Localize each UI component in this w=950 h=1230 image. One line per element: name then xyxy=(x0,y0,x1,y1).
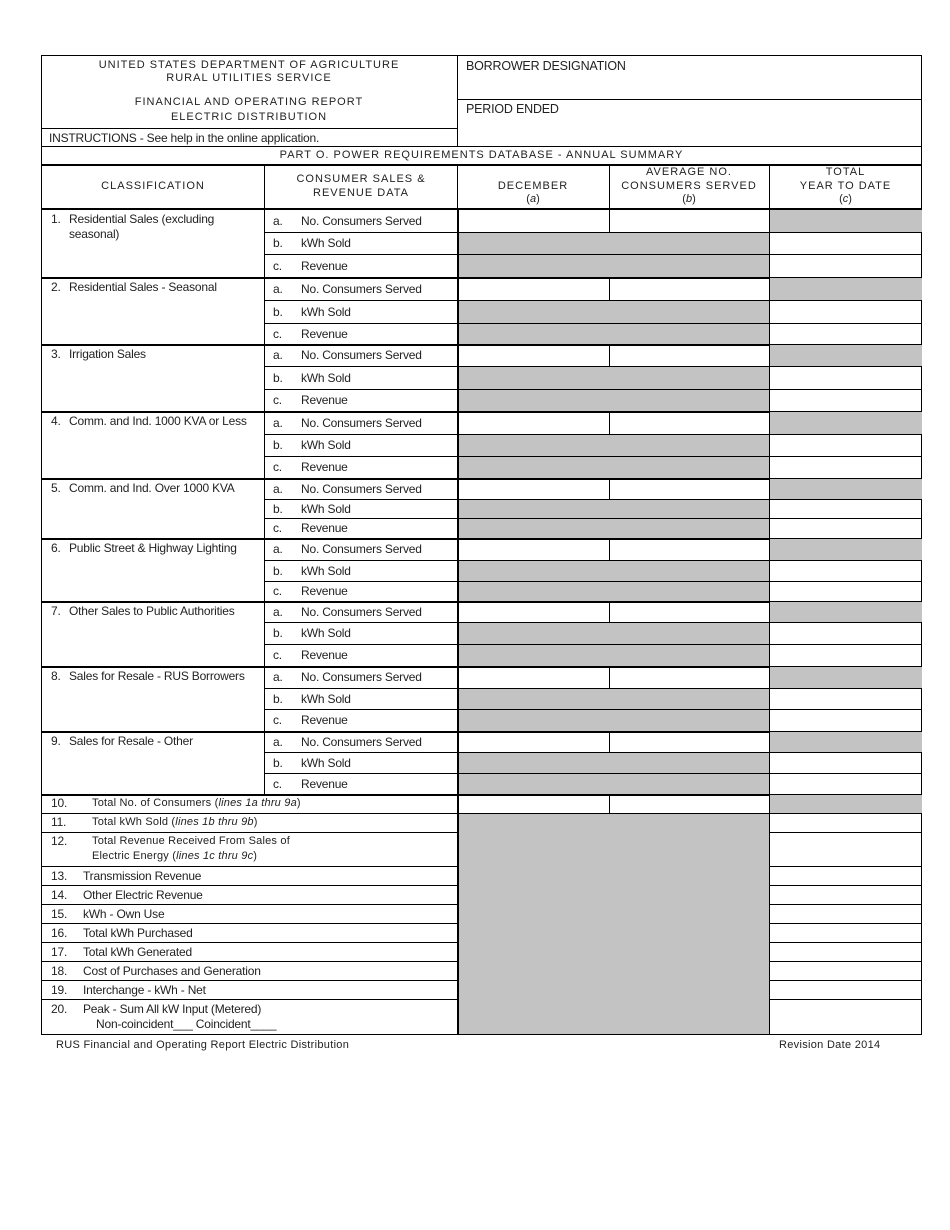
borrower-designation-field[interactable] xyxy=(458,73,921,98)
g6-a-average-input[interactable] xyxy=(610,539,769,560)
lower-vline-2 xyxy=(457,794,459,1034)
row-label-tail: ) xyxy=(296,797,301,809)
row18-total-input[interactable] xyxy=(770,962,922,980)
col-classification: CLASSIFICATION xyxy=(101,180,205,192)
g8-c-label: Revenue xyxy=(301,713,348,727)
row15-total-input[interactable] xyxy=(770,905,922,923)
g6-vline-2 xyxy=(457,538,459,601)
g5-line-b xyxy=(264,518,922,519)
g2-vline-2 xyxy=(457,277,459,344)
g3-vline-1 xyxy=(264,344,265,411)
row12-label xyxy=(92,834,290,848)
hdr-vline-4 xyxy=(769,164,770,208)
g9-a-total-shade xyxy=(770,732,922,752)
hdr-vline-3 xyxy=(609,164,610,208)
row10-line-left xyxy=(41,813,457,814)
g3-a-december-input[interactable] xyxy=(458,345,609,366)
borrower-designation-label: BORROWER DESIGNATION xyxy=(466,59,626,73)
g6-b-letter: b. xyxy=(273,564,283,578)
row12-label-2 xyxy=(92,849,257,863)
g4-c-letter: c. xyxy=(273,460,282,474)
row15-line-left xyxy=(41,923,457,924)
g8-vline-2 xyxy=(457,666,459,731)
g5-vline-3 xyxy=(609,478,610,499)
g8-b-letter: b. xyxy=(273,692,283,706)
row11-label xyxy=(92,815,258,829)
g2-b-label: kWh Sold xyxy=(301,305,351,319)
g4-a-december-input[interactable] xyxy=(458,412,609,434)
g8-vline-3 xyxy=(609,666,610,688)
row-label-text: Total No. of Consumers ( xyxy=(92,797,219,809)
g4-a-label: No. Consumers Served xyxy=(301,416,422,430)
borrower-divider xyxy=(457,99,922,100)
g9-line-b xyxy=(264,773,922,774)
instructions-text: INSTRUCTIONS - See help in the online application. xyxy=(49,131,320,145)
g8-vline-1 xyxy=(264,666,265,731)
g4-a-letter: a. xyxy=(273,416,283,430)
g4-label: Comm. and Ind. 1000 KVA or Less xyxy=(69,414,247,428)
g4-number: 4. xyxy=(51,414,61,428)
row14-number: 14. xyxy=(51,888,68,902)
g1-line-b xyxy=(264,254,922,255)
col-avg-1: AVERAGE NO. xyxy=(646,166,732,178)
col-total-1: TOTAL xyxy=(825,166,866,178)
g2-vline-4 xyxy=(769,277,770,344)
g7-number: 7. xyxy=(51,604,61,618)
g8-a-letter: a. xyxy=(273,670,283,684)
g6-a-total-shade xyxy=(770,539,922,560)
g4-b-letter: b. xyxy=(273,438,283,452)
g9-label: Sales for Resale - Other xyxy=(69,734,193,748)
g3-c-letter: c. xyxy=(273,393,282,407)
row19-line-left xyxy=(41,999,457,1000)
g4-vline-2 xyxy=(457,411,459,478)
g5-a-average-input[interactable] xyxy=(610,479,769,499)
g6-c-letter: c. xyxy=(273,584,282,598)
row20-label-2: Non-coincident___ Coincident____ xyxy=(96,1017,277,1031)
g3-b-letter: b. xyxy=(273,371,283,385)
g3-b-total-input[interactable] xyxy=(770,367,922,389)
row11-number: 11. xyxy=(51,815,67,829)
g2-c-label: Revenue xyxy=(301,327,348,341)
row15-number: 15. xyxy=(51,907,68,921)
g1-bc-shade xyxy=(458,233,769,277)
row11-line-left xyxy=(41,832,457,833)
g6-a-letter: a. xyxy=(273,542,283,556)
g3-a-average-input[interactable] xyxy=(610,345,769,366)
g8-bc-shade xyxy=(458,689,769,731)
g5-number: 5. xyxy=(51,481,61,495)
g1-a-december-input[interactable] xyxy=(458,210,609,232)
col-december-sub: (a) xyxy=(526,193,540,205)
g7-vline-3 xyxy=(609,601,610,622)
g1-vline-1 xyxy=(264,209,265,277)
g4-vline-3 xyxy=(609,411,610,434)
g4-line-a xyxy=(264,434,922,435)
row10-average-input[interactable] xyxy=(610,795,769,813)
row14-line-left xyxy=(41,904,457,905)
g9-vline-2 xyxy=(457,731,459,794)
g6-vline-3 xyxy=(609,538,610,560)
g4-a-average-input[interactable] xyxy=(610,412,769,434)
g3-c-total-input[interactable] xyxy=(770,390,922,411)
row13-total-input[interactable] xyxy=(770,867,922,885)
row10-line-mid xyxy=(457,813,769,814)
g8-a-average-input[interactable] xyxy=(610,667,769,688)
period-ended-field[interactable] xyxy=(458,117,921,145)
col-avg-sub: (b) xyxy=(682,193,696,205)
g6-line-b xyxy=(264,581,922,582)
g6-c-label: Revenue xyxy=(301,584,348,598)
g5-vline-2 xyxy=(457,478,459,538)
g8-c-letter: c. xyxy=(273,713,282,727)
g2-c-letter: c. xyxy=(273,327,282,341)
g8-a-total-shade xyxy=(770,667,922,688)
g6-a-december-input[interactable] xyxy=(458,539,609,560)
period-ended-label: PERIOD ENDED xyxy=(466,102,559,116)
col-avg-2: CONSUMERS SERVED xyxy=(621,180,757,192)
g6-b-total-input[interactable] xyxy=(770,561,922,581)
row13-line-left xyxy=(41,885,457,886)
g4-b-label: kWh Sold xyxy=(301,438,351,452)
g1-a-average-input[interactable] xyxy=(610,210,769,232)
g5-c-label: Revenue xyxy=(301,521,348,535)
g5-line-a xyxy=(264,499,922,500)
row10-december-input[interactable] xyxy=(458,795,609,813)
g2-label: Residential Sales - Seasonal xyxy=(69,280,217,294)
g2-a-december-input[interactable] xyxy=(458,278,609,300)
g9-a-average-input[interactable] xyxy=(610,732,769,752)
g3-a-letter: a. xyxy=(273,348,283,362)
row18-line-left xyxy=(41,980,457,981)
g8-label: Sales for Resale - RUS Borrowers xyxy=(69,669,245,683)
row10-vline-3 xyxy=(609,794,610,813)
g8-a-december-input[interactable] xyxy=(458,667,609,688)
g3-vline-4 xyxy=(769,344,770,411)
g6-vline-1 xyxy=(264,538,265,601)
g7-a-letter: a. xyxy=(273,605,283,619)
row19-number: 19. xyxy=(51,983,68,997)
row11-total-input[interactable] xyxy=(770,814,922,832)
g3-line-b xyxy=(264,389,922,390)
g2-line-b xyxy=(264,323,922,324)
row12-line-left xyxy=(41,866,457,867)
g4-a-total-shade xyxy=(770,412,922,434)
g9-b-total-input[interactable] xyxy=(770,753,922,773)
g3-line-a xyxy=(264,366,922,367)
hdr-vline-1 xyxy=(264,164,265,208)
row17-line-left xyxy=(41,961,457,962)
g5-vline-4 xyxy=(769,478,770,538)
g7-c-label: Revenue xyxy=(301,648,348,662)
g9-c-letter: c. xyxy=(273,777,282,791)
g3-a-label: No. Consumers Served xyxy=(301,348,422,362)
col-december: DECEMBER xyxy=(497,180,569,192)
g8-line-a xyxy=(264,688,922,689)
g3-vline-2 xyxy=(457,344,459,411)
g4-line-b xyxy=(264,456,922,457)
footer-right: Revision Date 2014 xyxy=(779,1039,881,1051)
g1-c-total-input[interactable] xyxy=(770,255,922,277)
g9-vline-1 xyxy=(264,731,265,794)
g6-b-label: kWh Sold xyxy=(301,564,351,578)
g7-label: Other Sales to Public Authorities xyxy=(69,604,235,618)
row-label-lines: lines 1c thru 9c xyxy=(176,850,254,862)
instructions-divider xyxy=(41,128,457,129)
g3-c-label: Revenue xyxy=(301,393,348,407)
g7-vline-1 xyxy=(264,601,265,666)
row15-label: kWh - Own Use xyxy=(83,907,165,921)
g5-label: Comm. and Ind. Over 1000 KVA xyxy=(69,481,235,495)
g5-b-total-input[interactable] xyxy=(770,500,922,518)
row-label-lines: lines 1a thru 9a xyxy=(218,797,297,809)
row13-label: Transmission Revenue xyxy=(83,869,202,883)
row18-number: 18. xyxy=(51,964,68,978)
g9-b-letter: b. xyxy=(273,756,283,770)
g1-label-2: seasonal) xyxy=(69,227,120,241)
g9-c-label: Revenue xyxy=(301,777,348,791)
row10-total-shade xyxy=(770,795,922,813)
g8-c-total-input[interactable] xyxy=(770,710,922,731)
g7-a-december-input[interactable] xyxy=(458,602,609,622)
agency-line1: UNITED STATES DEPARTMENT OF AGRICULTURE xyxy=(98,59,400,71)
footer-left: RUS Financial and Operating Report Electric Distribution xyxy=(56,1039,350,1051)
g1-a-total-shade xyxy=(770,210,922,232)
g1-b-total-input[interactable] xyxy=(770,233,922,254)
g3-b-label: kWh Sold xyxy=(301,371,351,385)
g1-vline-3 xyxy=(609,209,610,232)
g9-a-letter: a. xyxy=(273,735,283,749)
g8-b-label: kWh Sold xyxy=(301,692,351,706)
g9-a-december-input[interactable] xyxy=(458,732,609,752)
lower-ab-shade xyxy=(458,814,769,1034)
part-title-divider-top xyxy=(41,146,922,147)
row14-total-input[interactable] xyxy=(770,886,922,904)
row20-label: Peak - Sum All kW Input (Metered) xyxy=(83,1002,262,1016)
g5-b-label: kWh Sold xyxy=(301,502,351,516)
g7-line-a xyxy=(264,622,922,623)
g1-a-letter: a. xyxy=(273,214,283,228)
g2-vline-3 xyxy=(609,277,610,300)
g5-vline-1 xyxy=(264,478,265,538)
g1-number: 1. xyxy=(51,212,61,226)
g7-a-average-input[interactable] xyxy=(610,602,769,622)
g5-bc-shade xyxy=(458,500,769,538)
g4-c-total-input[interactable] xyxy=(770,457,922,478)
g2-b-letter: b. xyxy=(273,305,283,319)
g6-number: 6. xyxy=(51,541,61,555)
g7-b-total-input[interactable] xyxy=(770,623,922,644)
g7-c-letter: c. xyxy=(273,648,282,662)
g1-b-letter: b. xyxy=(273,236,283,250)
row-label-text: Total Revenue Received From Sales of xyxy=(92,835,290,847)
g1-c-label: Revenue xyxy=(301,259,348,273)
row16-label: Total kWh Purchased xyxy=(83,926,193,940)
g2-vline-1 xyxy=(264,277,265,344)
g3-label: Irrigation Sales xyxy=(69,347,146,361)
g6-c-total-input[interactable] xyxy=(770,582,922,601)
row17-number: 17. xyxy=(51,945,68,959)
g7-c-total-input[interactable] xyxy=(770,645,922,666)
g8-line-b xyxy=(264,709,922,710)
g9-a-label: No. Consumers Served xyxy=(301,735,422,749)
g3-number: 3. xyxy=(51,347,61,361)
g2-a-total-shade xyxy=(770,278,922,300)
g2-number: 2. xyxy=(51,280,61,294)
col-total-sub: (c) xyxy=(839,193,852,205)
g6-label: Public Street & Highway Lighting xyxy=(69,541,237,555)
g6-vline-4 xyxy=(769,538,770,601)
g5-a-letter: a. xyxy=(273,482,283,496)
g8-a-label: No. Consumers Served xyxy=(301,670,422,684)
g1-b-label: kWh Sold xyxy=(301,236,351,250)
g1-vline-2 xyxy=(457,209,459,277)
row10-number: 10. xyxy=(51,796,68,810)
g5-a-total-shade xyxy=(770,479,922,499)
g5-c-total-input[interactable] xyxy=(770,519,922,538)
g7-b-label: kWh Sold xyxy=(301,626,351,640)
g8-number: 8. xyxy=(51,669,61,683)
row16-number: 16. xyxy=(51,926,68,940)
row19-label: Interchange - kWh - Net xyxy=(83,983,206,997)
row20-number: 20. xyxy=(51,1002,68,1016)
col-total-2: YEAR TO DATE xyxy=(799,180,892,192)
g8-vline-4 xyxy=(769,666,770,731)
g1-c-letter: c. xyxy=(273,259,282,273)
row-label-tail: ) xyxy=(253,850,258,862)
g6-a-label: No. Consumers Served xyxy=(301,542,422,556)
row19-total-input[interactable] xyxy=(770,981,922,999)
col-consumer-sales-2: REVENUE DATA xyxy=(313,187,409,199)
row-label-text-2: Electric Energy ( xyxy=(92,850,177,862)
row12-number: 12. xyxy=(51,834,68,848)
report-line1: FINANCIAL AND OPERATING REPORT xyxy=(134,96,364,108)
row17-total-input[interactable] xyxy=(770,943,922,961)
g5-a-december-input[interactable] xyxy=(458,479,609,499)
g8-b-total-input[interactable] xyxy=(770,689,922,709)
g7-a-label: No. Consumers Served xyxy=(301,605,422,619)
g7-b-letter: b. xyxy=(273,626,283,640)
g2-a-average-input[interactable] xyxy=(610,278,769,300)
g1-label: Residential Sales (excluding xyxy=(69,212,215,226)
g7-vline-4 xyxy=(769,601,770,666)
g4-vline-4 xyxy=(769,411,770,478)
g3-vline-3 xyxy=(609,344,610,366)
row17-label: Total kWh Generated xyxy=(83,945,192,959)
row20-total-input[interactable] xyxy=(770,1000,922,1034)
g5-a-label: No. Consumers Served xyxy=(301,482,422,496)
row16-line-left xyxy=(41,942,457,943)
report-line2: ELECTRIC DISTRIBUTION xyxy=(170,111,328,123)
g9-b-label: kWh Sold xyxy=(301,756,351,770)
g5-b-letter: b. xyxy=(273,502,283,516)
g1-vline-4 xyxy=(769,209,770,277)
g1-a-label: No. Consumers Served xyxy=(301,214,422,228)
g2-a-label: No. Consumers Served xyxy=(301,282,422,296)
g9-vline-3 xyxy=(609,731,610,752)
agency-line2: RURAL UTILITIES SERVICE xyxy=(166,72,332,84)
g5-c-letter: c. xyxy=(273,521,282,535)
g1-line-a xyxy=(264,232,922,233)
g7-vline-2 xyxy=(457,601,459,666)
g3-a-total-shade xyxy=(770,345,922,366)
g7-a-total-shade xyxy=(770,602,922,622)
part-title: PART O. POWER REQUIREMENTS DATABASE - ANNUAL SUMMARY xyxy=(279,149,684,161)
col-consumer-sales-1: CONSUMER SALES & xyxy=(296,173,426,185)
g9-line-a xyxy=(264,752,922,753)
g4-c-label: Revenue xyxy=(301,460,348,474)
row-label-lines: lines 1b thru 9b xyxy=(175,816,254,828)
g4-vline-1 xyxy=(264,411,265,478)
g7-line-b xyxy=(264,644,922,645)
row12-total-input[interactable] xyxy=(770,833,922,866)
g9-number: 9. xyxy=(51,734,61,748)
g2-b-total-input[interactable] xyxy=(770,301,922,323)
hdr-vline-2 xyxy=(457,164,458,208)
g2-a-letter: a. xyxy=(273,282,283,296)
lower-vline-4 xyxy=(769,794,770,1034)
row18-label: Cost of Purchases and Generation xyxy=(83,964,261,978)
g2-c-total-input[interactable] xyxy=(770,324,922,344)
row14-label: Other Electric Revenue xyxy=(83,888,203,902)
g2-line-a xyxy=(264,300,922,301)
g9-vline-4 xyxy=(769,731,770,794)
g9-c-total-input[interactable] xyxy=(770,774,922,794)
g6-line-a xyxy=(264,560,922,561)
row-label-text: Total kWh Sold ( xyxy=(92,816,176,828)
row-label-tail: ) xyxy=(253,816,258,828)
row16-total-input[interactable] xyxy=(770,924,922,942)
row10-label xyxy=(92,796,301,810)
row13-number: 13. xyxy=(51,869,68,883)
g4-b-total-input[interactable] xyxy=(770,435,922,456)
